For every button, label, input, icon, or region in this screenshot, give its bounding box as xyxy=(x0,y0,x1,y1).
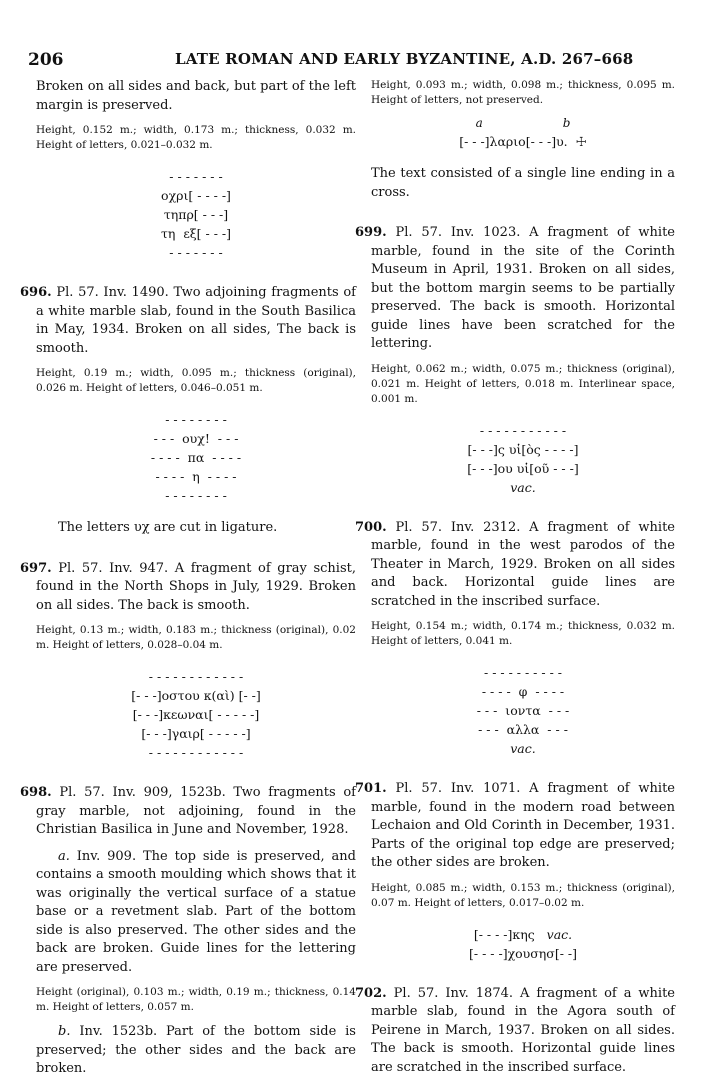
continued-note: The text consisted of a single line ending in a cross. xyxy=(371,166,675,200)
entry-701 xyxy=(355,780,675,963)
entry-inscription xyxy=(371,663,675,758)
part-label: b. xyxy=(58,1024,71,1039)
inscription-line: [- - -]οστου κ(αὶ) [- -] xyxy=(131,688,261,703)
entry-698 xyxy=(20,784,356,1079)
vacat: vac. xyxy=(510,479,536,495)
entry-text: Pl. 57. Inv. 1071. A fragment of white marble, found in the modern road between Lechaion and Old Corinth in December, 1931. Parts of the original top edge are preserved; the other sides are broken. xyxy=(371,781,675,870)
left-column xyxy=(20,78,356,1079)
entry-697 xyxy=(20,560,356,763)
inscription-line: [- - - -]χουσησ[- -] xyxy=(469,945,577,961)
entry-number: 696. xyxy=(20,285,52,300)
entry-number: 700. xyxy=(355,519,387,535)
vacat: vac. xyxy=(546,926,573,942)
entry-700 xyxy=(355,519,675,759)
inscription-line: οχρι[ - - - -] xyxy=(161,188,231,203)
entry-text: Pl. 57. Inv. 1874. A fragment of a white marble slab, found in the Agora south of Peirene in March, 1937. Broken on all sides. The back is smooth. Horizontal guide lines are scratched in the inscribed surface. xyxy=(371,985,676,1075)
entry-696 xyxy=(20,284,356,538)
inscription-line: [- - -]κεωναι[ - - - - -] xyxy=(132,707,260,722)
entry-inscription xyxy=(371,421,675,497)
right-column xyxy=(355,78,676,1077)
page-number: 206 xyxy=(28,50,64,70)
part-measurements: Height (original), 0.103 m.; width, 0.19 m.; thickness, 0.14 m. Height of letters, 0.057 m. xyxy=(36,986,356,1013)
inscription-line: - - - - - - - - - - - - xyxy=(148,745,244,760)
entry-text: Pl. 57. Inv. 1490. Two adjoining fragments of a white marble slab, found in the South Basilica in May, 1934. Broken on all sides, The back is smooth. xyxy=(36,285,356,356)
entry-number: 699. xyxy=(355,225,387,240)
inscription-line: τηπρ[ - - -] xyxy=(163,207,229,222)
entry-measurements: Height, 0.085 m.; width, 0.153 m.; thickness (original), 0.07 m. Height of letters, 0.017–0.02 m. xyxy=(371,881,675,909)
intro-text: Broken on all sides and back, but part of the left margin is preserved. xyxy=(36,79,356,113)
entry-measurements: Height, 0.062 m.; width, 0.075 m.; thickness (original), 0.021 m. Height of letters, 0.018 m. Interlinear space, 0.001 m. xyxy=(371,362,675,405)
entry-measurements: Height, 0.19 m.; width, 0.095 m.; thickness (original), 0.026 m. Height of letters, 0.046–0.051 m. xyxy=(36,367,356,394)
entry-text: Pl. 57. Inv. 1023. A fragment of white marble, found in the site of the Corinth Museum in April, 1931. Broken on all sides, but the bottom margin seems to be partially preserved. The back is smooth. Horizontal guide lines have been scratched for the lettering. xyxy=(371,225,675,351)
inscription-line: - - - - πα - - - - xyxy=(150,450,242,465)
inscription-line: - - - ιοντα - - - xyxy=(476,703,570,718)
fragment-label-b: b xyxy=(562,116,571,130)
entry-number: 701. xyxy=(355,781,387,796)
continued-inscription xyxy=(371,132,675,151)
entry-inscription xyxy=(36,667,356,762)
entry-702 xyxy=(355,985,676,1078)
entry-699 xyxy=(355,224,675,497)
part-text: Inv. 909. The top side is preserved, and contains a smooth moulding which shows that it was originally the vertical surface of a statue base or a revetment slab. Part of the bottom side is also preserved. The other sides and the back are broken. Guide lines for the lettering are preserved. xyxy=(36,848,356,975)
inscription-line: - - - - η - - - - xyxy=(155,469,237,484)
inscription-line: - - - - - - - - - - - - xyxy=(148,669,244,684)
inscription-line: [- - -]λαριο[- - -]υ. ☩ xyxy=(459,134,587,149)
entry-measurements: Height, 0.13 m.; width, 0.183 m.; thickness (original), 0.02 m. Height of letters, 0.028–0.04 m. xyxy=(36,624,356,651)
entry-inscription xyxy=(371,925,675,963)
part-label: a. xyxy=(58,848,70,864)
inscription-line: - - - - φ - - - - xyxy=(481,684,565,699)
inscription-line: - - - - - - - - xyxy=(165,488,227,503)
entry-number: 702. xyxy=(355,985,387,1001)
running-head: LATE ROMAN AND EARLY BYZANTINE, A.D. 267–668 xyxy=(175,50,634,68)
entry-text: Pl. 57. Inv. 909, 1523b. Two fragments of gray marble, not adjoining, found in the Christian Basilica in June and November, 1928. xyxy=(36,785,356,837)
entry-note: The letters υχ are cut in ligature. xyxy=(58,520,278,535)
inscription-line: [- - - -]κης xyxy=(473,926,535,942)
inscription-line: - - - - - - - xyxy=(169,169,223,184)
entry-text: Pl. 57. Inv. 947. A fragment of gray schist, found in the North Shops in July, 1929. Broken on all sides. The back is smooth. xyxy=(36,560,356,613)
inscription-line: - - - - - - - - - - - xyxy=(479,422,567,438)
entry-measurements: Height, 0.154 m.; width, 0.174 m.; thickness, 0.032 m. Height of letters, 0.041 m. xyxy=(371,620,675,647)
intro-measurements: Height, 0.152 m.; width, 0.173 m.; thickness, 0.032 m. Height of letters, 0.021–0.032 m. xyxy=(36,124,356,151)
entry-number: 697. xyxy=(20,560,52,576)
inscription-line: [- - -]ου υἱ[οῦ - - -] xyxy=(467,460,579,476)
inscription-line: - - - - - - - xyxy=(169,245,223,260)
part-text: Inv. 1523b. Part of the bottom side is preserved; the other sides and the back are broken. xyxy=(36,1024,356,1076)
intro-inscription xyxy=(36,167,356,262)
inscription-line: - - - - - - - - - - xyxy=(484,665,562,680)
entry-inscription xyxy=(36,410,356,505)
entry-number: 698. xyxy=(20,785,52,800)
inscription-line: - - - ουχ! - - - xyxy=(153,431,239,446)
inscription-line: [- - -]γαιρ[ - - - - -] xyxy=(141,726,251,741)
vacat: vac. xyxy=(510,741,536,756)
inscription-line: [- - -]ς υἱ[ὸς - - - -] xyxy=(467,441,579,457)
inscription-line: τη εξ[ - - -] xyxy=(160,226,232,241)
entry-text: Pl. 57. Inv. 2312. A fragment of white marble, found in the west parodos of the Theater in March, 1929. Broken on all sides and back. Horizontal guide lines are scratched in the inscribed surface. xyxy=(371,519,675,609)
inscription-line: - - - αλλα - - - xyxy=(478,722,568,737)
fragment-label-a: a xyxy=(475,116,483,130)
inscription-line: - - - - - - - - xyxy=(165,412,227,427)
continued-measurements: Height, 0.093 m.; width, 0.098 m.; thickness, 0.095 m. Height of letters, not preserved. xyxy=(371,79,675,106)
